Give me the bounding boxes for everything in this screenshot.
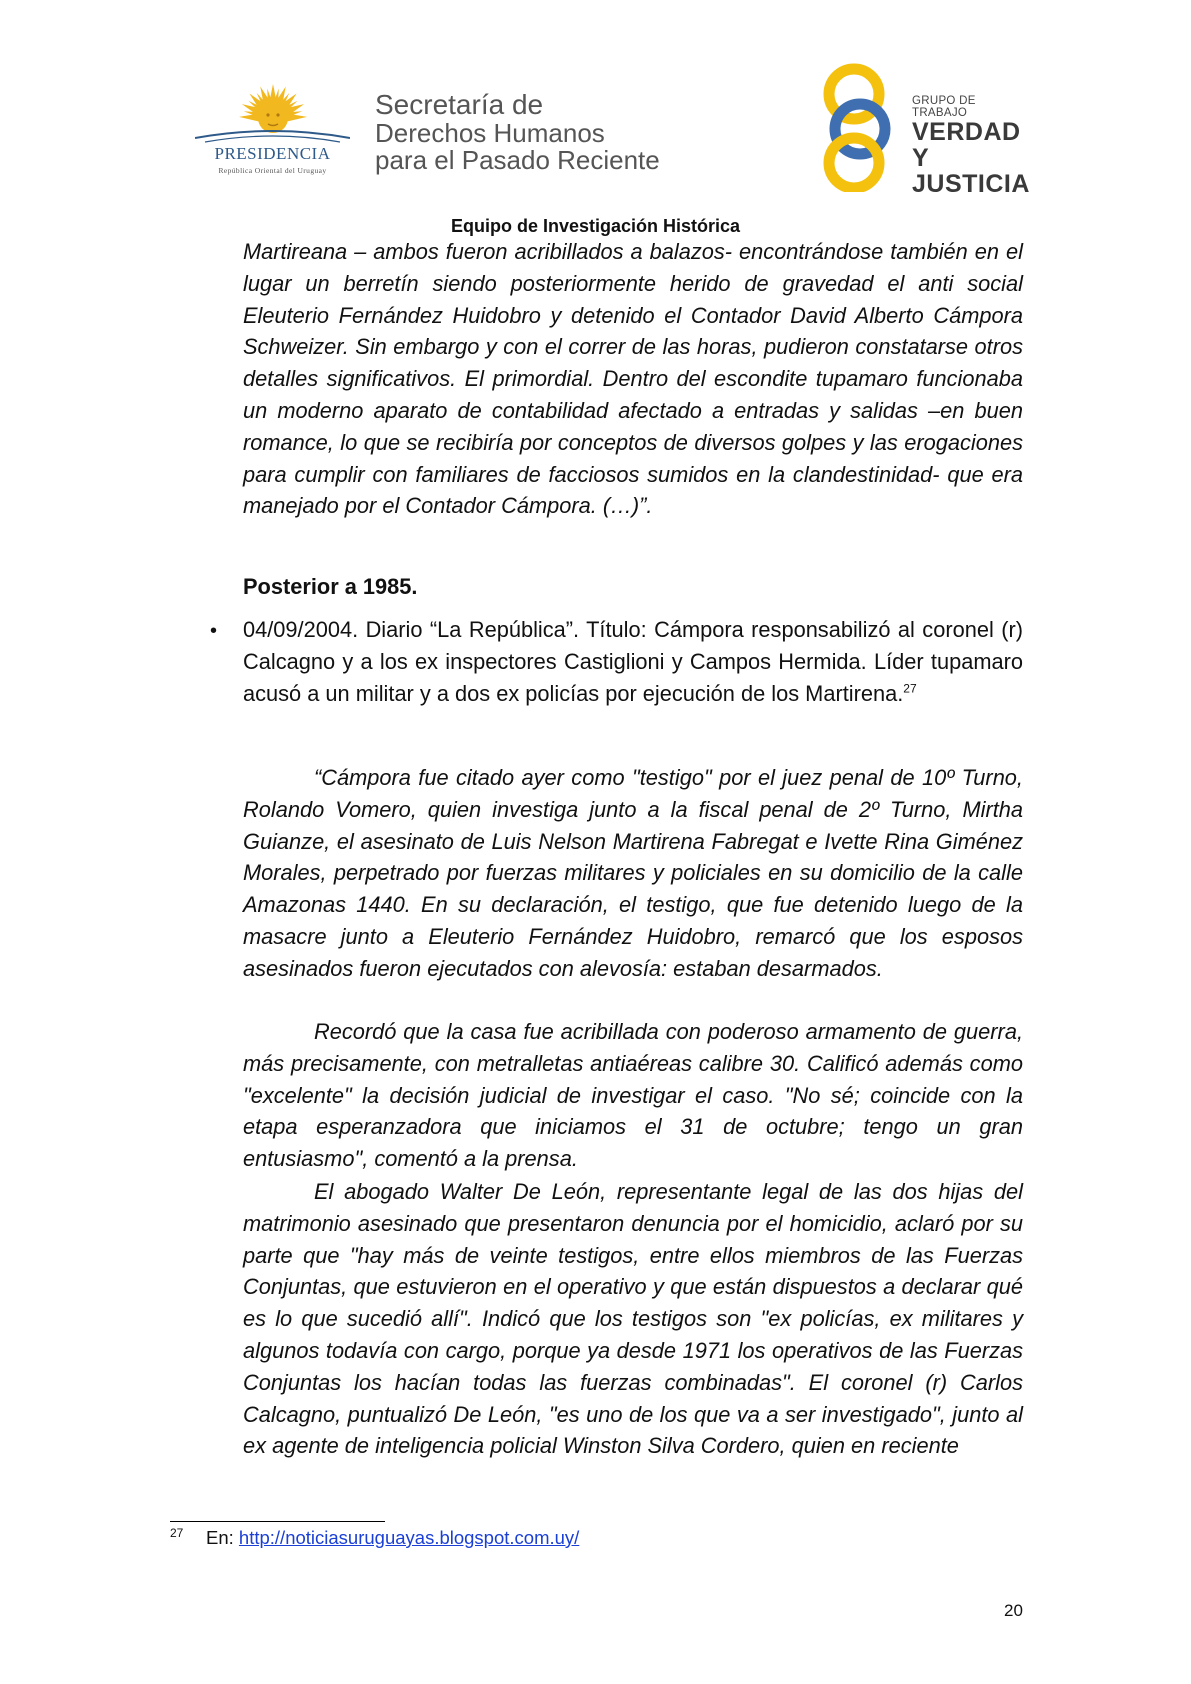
bullet-symbol: • — [210, 620, 218, 642]
secretaria-line1: Secretaría de — [375, 89, 544, 120]
grupo-line3: JUSTICIA — [912, 170, 1030, 198]
grupo-trabajo-text — [912, 95, 1032, 197]
secretaria-title — [375, 90, 705, 174]
secretaria-line3: para el Pasado Reciente — [375, 145, 660, 175]
page-number: 20 — [1004, 1601, 1023, 1620]
quote-paragraph-2: Recordó que la casa fue acribillada con poderoso armamento de guerra, más precisamente, con metralletas antiaéreas calibre 30. Calificó además como "excelente" la decisión judicial de investigar el caso. "No sé; coincide con la etapa esperanzadora que iniciamos el 31 de octubre; tengo un gran entusiasmo", comentó a la prensa. — [243, 1019, 1023, 1172]
bullet-item-text: 04/09/2004. Diario “La República”. Título: Cámpora responsabilizó al coronel (r) Calcagno y a los ex inspectores Castiglioni y Campos Hermida. Líder tupamaro acusó a un militar y a dos ex policías por ejecución de los Martirena. — [243, 617, 1023, 706]
footnote-prefix: En: — [206, 1527, 239, 1548]
footnote-ref[interactable]: 27 — [903, 681, 917, 696]
team-title: Equipo de Investigación Histórica — [450, 216, 741, 236]
grupo-line2: VERDAD Y — [912, 118, 1021, 172]
bullet-item — [243, 614, 1023, 709]
quote-continuation: Martireana – ambos fueron acribillados a balazos- encontrándose también en el lugar un berretín siendo posteriormente herido de gravedad el anti social Eleuterio Fernández Huidobro y detenido el Contador David Alberto Cámpora Schweizer. Sin embargo y con el correr de las horas, pudieron constatarse otros detalles significativos. El primordial. Dentro del escondite tupamaro funcionaba un moderno aparato de contabilidad afectado a entradas y salidas –en buen romance, lo que se recibiría por conceptos de diversos golpes y las erogaciones para cumplir con familiares de facciosos sumidos en la clandestinidad- que era manejado por el Contador Cámpora. (…)”. — [243, 239, 1023, 519]
sun-icon — [195, 80, 350, 146]
presidencia-subtitle: República Oriental del Uruguay — [218, 166, 327, 175]
footnote-text — [206, 1527, 579, 1549]
footnote-number: 27 — [170, 1526, 184, 1540]
secretaria-line2: Derechos Humanos — [375, 118, 605, 148]
section-heading: Posterior a 1985. — [243, 574, 418, 599]
quote-paragraph-3: El abogado Walter De León, representante legal de las dos hijas del matrimonio asesinado que presentaron denuncia por el homicidio, aclaró por su parte que "hay más de veinte testigos, entre ellos miembros de las Fuerzas Conjuntas, que estuvieron en el operativo y que están dispuestos a declarar qué es lo que sucedió allí". Indicó que los testigos son "ex policías, ex militares y algunos todavía con cargo, porque ya desde 1971 los operativos de las Fuerzas Conjuntas los hacían todas las fuerzas combinadas". El coronel (r) Carlos Calcagno, puntualizó De León, "es uno de los que va a ser investigado", junto al ex agente de inteligencia policial Winston Silva Cordero, quien en reciente — [243, 1179, 1023, 1459]
footnote-link[interactable]: http://noticiasuruguayas.blogspot.com.uy/ — [238, 1527, 580, 1548]
footnote-divider — [170, 1521, 385, 1522]
grupo-line1: GRUPO DE TRABAJO — [912, 95, 976, 119]
interlocked-rings-icon — [812, 62, 907, 192]
grupo-trabajo-logo — [812, 62, 907, 192]
presidencia-logo — [195, 80, 350, 190]
presidencia-name: PRESIDENCIA — [214, 144, 331, 163]
quote-paragraph-1: “Cámpora fue citado ayer como "testigo" por el juez penal de 10º Turno, Rolando Vomero, quien investiga junto a la fiscal penal de 2º Turno, Mirtha Guianze, el asesinato de Luis Nelson Martirena Fabregat e Ivette Rina Giménez Morales, perpetrado por fuerzas militares y policiales en su domicilio de la calle Amazonas 1440. En su declaración, el testigo, que fue detenido luego de la masacre junto a Eleuterio Fernández Huidobro, remarcó que los esposos asesinados fueron ejecutados con alevosía: estaban desarmados. — [243, 765, 1023, 981]
